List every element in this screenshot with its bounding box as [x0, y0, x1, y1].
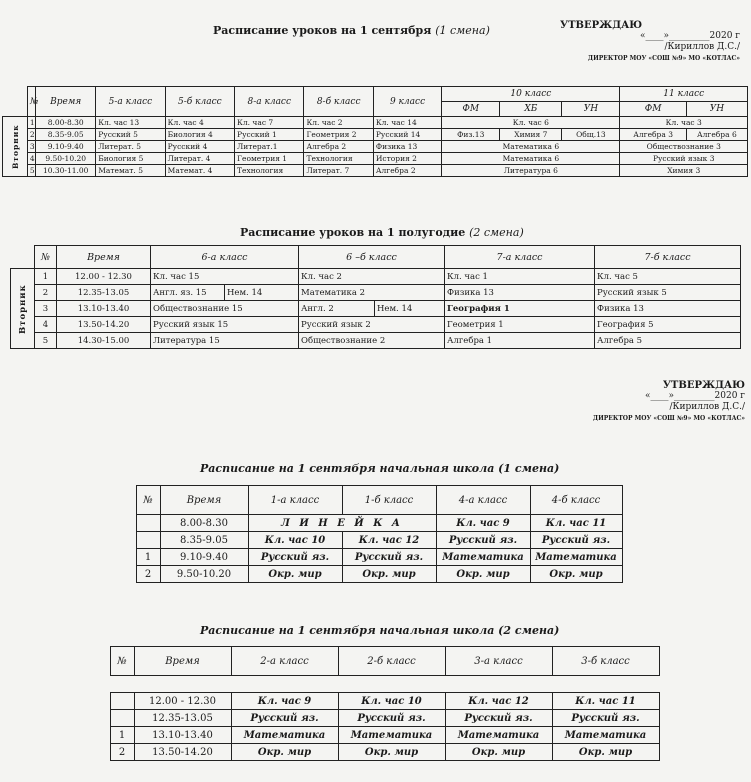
t1-header-time: Время [36, 87, 96, 117]
cell-lesson: Алгебра 1 [445, 333, 595, 349]
cell-lesson: Окр. мир [436, 566, 530, 583]
row-time: 8.00-8.30 [160, 515, 248, 532]
row-time: 10.30-11.00 [36, 165, 96, 177]
row-number [110, 693, 134, 710]
cell-lesson: Математика [530, 549, 622, 566]
cell-lesson: Русский яз. [530, 532, 622, 549]
cell-lesson: Русский 5 [96, 129, 165, 141]
title-4-text: Расписание на 1 сентября начальная школа [200, 624, 495, 637]
t1-header-11-fm: ФМ [620, 102, 686, 117]
t3-header-1a: 1-а класс [248, 486, 342, 515]
cell-lesson: География 5 [595, 317, 741, 333]
title-2-shift: (2 смена) [469, 226, 524, 239]
approval-2-date: «____»_________2020 г [645, 391, 745, 401]
row-number: 5 [27, 165, 35, 177]
t2-header-no: № [35, 246, 57, 269]
table-row [3, 165, 748, 177]
approval-2-head: УТВЕРЖДАЮ [662, 380, 745, 391]
cell-lesson: Кл. час 9 [436, 515, 530, 532]
cell-lesson: Алгебра 2 [304, 141, 373, 153]
t1-header-11-un: УН [686, 102, 747, 117]
cell-lesson: История 2 [373, 153, 441, 165]
cell-lesson-10: Кл. час 6 [442, 117, 620, 129]
row-time: 13.50-14.20 [134, 744, 231, 761]
cell-lesson: Литерат.1 [235, 141, 304, 153]
cell-lesson: Алгебра 5 [595, 333, 741, 349]
table-row [86, 727, 659, 744]
cell-lesson: Кл. час 12 [342, 532, 436, 549]
cell-lesson: Технология [235, 165, 304, 177]
cell-lesson: Физика 13 [445, 285, 595, 301]
cell-lesson: Математ. 5 [96, 165, 165, 177]
t3-header-time: Время [160, 486, 248, 515]
t3-corner [112, 486, 136, 515]
t2-day-label: Вторник [11, 269, 35, 349]
title-1 [213, 24, 490, 37]
cell-lesson: Кл. час 5 [595, 269, 741, 285]
cell-lesson-11: Русский язык 3 [620, 153, 748, 165]
table-row [11, 285, 741, 301]
schedule-table-4 [86, 646, 660, 761]
cell-lesson: Кл. час 2 [304, 117, 373, 129]
row-number: 2 [35, 285, 57, 301]
table-row [11, 333, 741, 349]
cell-lesson: Литература 15 [151, 333, 299, 349]
t3-header-1b: 1-б класс [342, 486, 436, 515]
row-number: 4 [35, 317, 57, 333]
cell-lesson: Геометрия 1 [445, 317, 595, 333]
row-time: 9.50-10.20 [160, 566, 248, 583]
cell-lesson: Обществознание 15 [151, 301, 299, 317]
t3-header-4a: 4-а класс [436, 486, 530, 515]
cell-lesson-11: Обществознание 3 [620, 141, 748, 153]
table-row [11, 269, 741, 285]
cell-lesson: Окр. мир [338, 744, 445, 761]
row-number [110, 710, 134, 727]
t1-header-11: 11 класс [620, 87, 748, 102]
row-time: 14.30-15.00 [57, 333, 151, 349]
cell-lesson: Окр. мир [530, 566, 622, 583]
cell-lesson: Окр. мир [342, 566, 436, 583]
cell-lesson: Русский яз. [338, 710, 445, 727]
row-number: 5 [35, 333, 57, 349]
table-row [3, 141, 748, 153]
cell-lesson-11-un: Алгебра 6 [686, 129, 747, 141]
t3-side-blank [112, 515, 136, 583]
t1-header-10: 10 класс [442, 87, 620, 102]
cell-lesson-11-fm: Алгебра 3 [620, 129, 686, 141]
t4-header-3b: 3-б класс [552, 647, 659, 676]
t1-header-10-fm: ФМ [442, 102, 500, 117]
row-time: 12.35-13.05 [57, 285, 151, 301]
t2-header-7b: 7-б класс [595, 246, 741, 269]
table-row [3, 129, 748, 141]
cell-lesson: Математика [338, 727, 445, 744]
title-3-shift: (1 смена) [498, 462, 560, 475]
row-number: 2 [136, 566, 160, 583]
approval-2-name: /Кириллов Д.С./ [669, 402, 745, 412]
cell-lesson: Математ. 4 [165, 165, 234, 177]
table-row [112, 515, 622, 532]
t4-header-3a: 3-а класс [445, 647, 552, 676]
cell-lesson: Кл. час 4 [165, 117, 234, 129]
title-3-text: Расписание на 1 сентября начальная школа [200, 462, 495, 475]
cell-lesson: Русский 14 [373, 129, 441, 141]
row-number [136, 515, 160, 532]
title-1-text: Расписание уроков на 1 сентября [213, 24, 432, 37]
cell-lesson: Русский 1 [235, 129, 304, 141]
t2-header-time: Время [57, 246, 151, 269]
cell-lesson-10: Литература 6 [442, 165, 620, 177]
cell-lesson: Русский яз. [231, 710, 338, 727]
row-number [136, 532, 160, 549]
row-time: 13.10-13.40 [134, 727, 231, 744]
row-time: 9.10-9.40 [160, 549, 248, 566]
row-number: 1 [136, 549, 160, 566]
t4-spacer [86, 676, 659, 693]
cell-lesson: Обществознание 2 [299, 333, 445, 349]
cell-lesson: Русский яз. [248, 549, 342, 566]
cell-lesson: Русский язык 2 [299, 317, 445, 333]
cell-lesson: Кл. час 11 [552, 693, 659, 710]
table-row [86, 744, 659, 761]
t1-header-no: № [27, 87, 35, 117]
approval-block-2 [540, 380, 745, 424]
row-time: 9.10-9.40 [36, 141, 96, 153]
cell-lesson: Биология 5 [96, 153, 165, 165]
cell-lesson: Кл. час 11 [530, 515, 622, 532]
cell-lesson-10-hb: Химия 7 [500, 129, 562, 141]
cell-lesson: Литерат. 4 [165, 153, 234, 165]
table-row [3, 153, 748, 165]
row-time: 13.50-14.20 [57, 317, 151, 333]
cell-lesson-10-un: Общ.13 [562, 129, 620, 141]
cell-lesson: Кл. час 9 [231, 693, 338, 710]
row-number: 3 [35, 301, 57, 317]
t1-header-9: 9 класс [373, 87, 441, 117]
cell-lesson: Кл. час 12 [445, 693, 552, 710]
cell-lesson: Русский язык 5 [595, 285, 741, 301]
cell-lesson: Литерат. 7 [304, 165, 373, 177]
table-row [112, 566, 622, 583]
cell-lesson-10: Математика 6 [442, 153, 620, 165]
cell-lesson: Кл. час 10 [338, 693, 445, 710]
row-time: 8.00-8.30 [36, 117, 96, 129]
cell-lesson-10-fm: Физ.13 [442, 129, 500, 141]
row-time: 12.00 - 12.30 [57, 269, 151, 285]
schedule-table-3 [112, 485, 623, 583]
cell-lesson: Русский яз. [445, 710, 552, 727]
cell-lesson: Математика [552, 727, 659, 744]
cell-lesson: Математика 2 [299, 285, 445, 301]
cell-lesson: Физика 13 [595, 301, 741, 317]
table-row [3, 117, 748, 129]
cell-lesson: Кл. час 2 [299, 269, 445, 285]
cell-lesson-11: Кл. час 3 [620, 117, 748, 129]
cell-lesson: Англ. яз. 15 [151, 285, 225, 301]
t1-header-5b: 5-б класс [165, 87, 234, 117]
t4-header-2a: 2-а класс [231, 647, 338, 676]
cell-lesson-merged: Л И Н Е Й К А [248, 515, 436, 532]
row-number: 4 [27, 153, 35, 165]
cell-lesson: Литерат. 5 [96, 141, 165, 153]
table-row [112, 549, 622, 566]
cell-lesson: Математика [231, 727, 338, 744]
title-4 [200, 624, 559, 637]
row-time: 12.35-13.05 [134, 710, 231, 727]
cell-lesson: Русский яз. [436, 532, 530, 549]
row-time: 12.00 - 12.30 [134, 693, 231, 710]
t4-side-blank [86, 693, 110, 761]
row-number: 1 [35, 269, 57, 285]
cell-lesson: Кл. час 10 [248, 532, 342, 549]
t2-header-6b: 6 –б класс [299, 246, 445, 269]
t1-header-8a: 8-а класс [235, 87, 304, 117]
cell-lesson: Русский 4 [165, 141, 234, 153]
row-number: 1 [27, 117, 35, 129]
t3-header-no: № [136, 486, 160, 515]
t2-corner [11, 246, 35, 269]
cell-lesson: Кл. час 1 [445, 269, 595, 285]
cell-lesson: Русский язык 15 [151, 317, 299, 333]
title-1-shift: (1 смена) [435, 24, 490, 37]
cell-lesson-sub: Нем. 14 [225, 285, 299, 301]
row-number: 2 [110, 744, 134, 761]
cell-lesson: Окр. мир [552, 744, 659, 761]
cell-lesson: Окр. мир [248, 566, 342, 583]
t1-corner [3, 87, 28, 117]
t4-header-time: Время [134, 647, 231, 676]
t4-header-no: № [110, 647, 134, 676]
cell-lesson: Кл. час 14 [373, 117, 441, 129]
cell-lesson-10: Математика 6 [442, 141, 620, 153]
row-number: 2 [27, 129, 35, 141]
t1-header-5a: 5-а класс [96, 87, 165, 117]
t1-header-10-un: УН [562, 102, 620, 117]
cell-lesson: Физика 13 [373, 141, 441, 153]
t3-header-4b: 4-б класс [530, 486, 622, 515]
cell-lesson: Математика [445, 727, 552, 744]
title-3 [200, 462, 559, 475]
table-row [86, 710, 659, 727]
t1-day-label: Вторник [3, 117, 28, 177]
cell-lesson: Технология [304, 153, 373, 165]
t1-header-10-hb: ХБ [500, 102, 562, 117]
table-row [11, 301, 741, 317]
row-number: 3 [27, 141, 35, 153]
row-number: 1 [110, 727, 134, 744]
cell-lesson: Окр. мир [445, 744, 552, 761]
title-2 [240, 226, 524, 239]
table-row [86, 693, 659, 710]
title-2-text: Расписание уроков на 1 полугодие [240, 226, 466, 239]
schedule-table-1 [2, 86, 748, 177]
title-4-shift: (2 смена) [498, 624, 560, 637]
t4-corner [86, 647, 110, 676]
cell-lesson-sub: Нем. 14 [375, 301, 445, 317]
cell-lesson: Русский яз. [342, 549, 436, 566]
approval-block-1 [540, 20, 740, 64]
t2-header-7a: 7-а класс [445, 246, 595, 269]
table-row [11, 317, 741, 333]
cell-lesson-11: Химия 3 [620, 165, 748, 177]
table-row [112, 532, 622, 549]
approval-1-name: /Кириллов Д.С./ [664, 42, 740, 52]
t1-header-8b: 8-б класс [304, 87, 373, 117]
row-time: 8.35-9.05 [160, 532, 248, 549]
approval-2-director: ДИРЕКТОР МОУ «СОШ №9» МО «КОТЛАС» [592, 415, 745, 422]
cell-lesson: Геометрия 2 [304, 129, 373, 141]
cell-lesson: Математика [436, 549, 530, 566]
cell-lesson: Кл. час 15 [151, 269, 299, 285]
approval-1-director: ДИРЕКТОР МОУ «СОШ №9» МО «КОТЛАС» [587, 55, 740, 62]
cell-lesson: Алгебра 2 [373, 165, 441, 177]
cell-lesson: Геометрия 1 [235, 153, 304, 165]
approval-1-head: УТВЕРЖДАЮ [560, 20, 643, 31]
t2-header-6a: 6-а класс [151, 246, 299, 269]
row-time: 9.50-10.20 [36, 153, 96, 165]
schedule-table-2 [10, 245, 741, 349]
t4-header-2b: 2-б класс [338, 647, 445, 676]
row-time: 13.10-13.40 [57, 301, 151, 317]
cell-lesson: Окр. мир [231, 744, 338, 761]
cell-lesson: Кл. час 7 [235, 117, 304, 129]
cell-lesson: Англ. 2 [299, 301, 375, 317]
cell-lesson: География 1 [445, 301, 595, 317]
cell-lesson: Кл. час 13 [96, 117, 165, 129]
cell-lesson: Биология 4 [165, 129, 234, 141]
row-time: 8.35-9.05 [36, 129, 96, 141]
approval-1-date: «____»_________2020 г [640, 31, 740, 41]
cell-lesson: Русский яз. [552, 710, 659, 727]
